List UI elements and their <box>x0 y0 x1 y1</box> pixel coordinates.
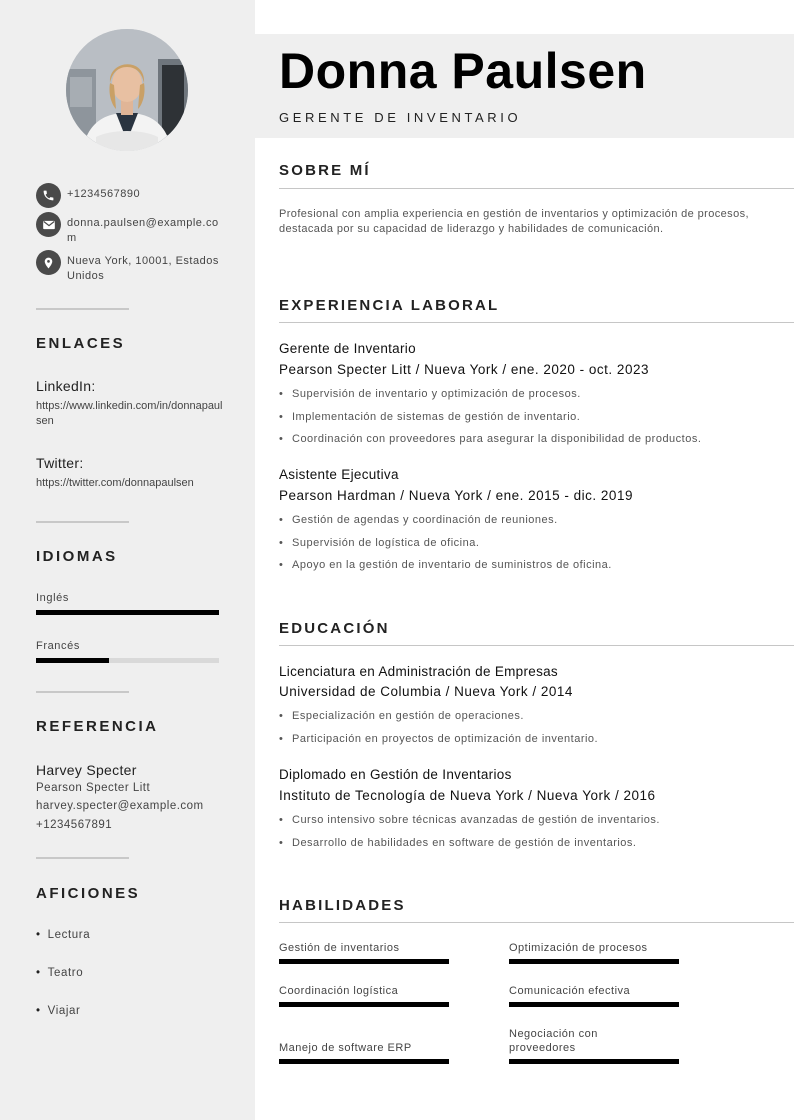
skill-bar-fill <box>509 1059 679 1064</box>
bullet-text: Especialización en gestión de operaciones. <box>292 710 524 722</box>
bullet-text: Supervisión de logística de oficina. <box>292 537 480 549</box>
skill-bar <box>279 1059 449 1064</box>
bullet-text: Coordinación con proveedores para asegurar la disponibilidad de productos. <box>292 433 702 445</box>
skill-bar-fill <box>509 1002 679 1007</box>
experience-title: Gerente de Inventario <box>279 341 416 356</box>
hobby-label: Lectura <box>47 929 91 941</box>
section-divider <box>279 188 794 189</box>
experience-bullet: • Apoyo en la gestión de inventario de suministros de oficina. <box>279 559 612 571</box>
reference-name: Harvey Specter <box>36 762 137 778</box>
skill-bar <box>509 1002 679 1007</box>
language-english-bar <box>36 610 219 615</box>
profile-photo-image <box>66 29 188 151</box>
hobby-label: Viajar <box>47 1005 81 1017</box>
languages-heading: IDIOMAS <box>36 548 118 565</box>
hobby-label: Teatro <box>47 967 84 979</box>
education-subtitle: Universidad de Columbia / Nueva York / 2014 <box>279 684 573 699</box>
skill-bar-fill <box>509 959 679 964</box>
section-divider <box>279 645 794 646</box>
email-icon <box>36 212 61 237</box>
skill-bar-fill <box>279 1059 449 1064</box>
language-french-fill <box>36 658 109 663</box>
education-title: Diplomado en Gestión de Inventarios <box>279 767 512 782</box>
experience-subtitle: Pearson Specter Litt / Nueva York / ene. 2020 - oct. 2023 <box>279 362 649 377</box>
experience-bullet: • Supervisión de logística de oficina. <box>279 537 480 549</box>
hobby-item: • Teatro <box>36 967 84 979</box>
about-text: Profesional con amplia experiencia en gestión de inventarios y optimización de procesos, destacada por su capacidad de liderazgo y habilidades de comunicación. <box>279 208 749 235</box>
experience-bullet: • Implementación de sistemas de gestión de inventario. <box>279 411 581 423</box>
skill-label: Comunicación efectiva <box>509 985 631 997</box>
profile-photo <box>66 29 188 151</box>
experience-title: Asistente Ejecutiva <box>279 467 399 482</box>
bullet-text: Implementación de sistemas de gestión de inventario. <box>292 411 581 423</box>
experience-heading: EXPERIENCIA LABORAL <box>279 297 500 314</box>
hobbies-heading: AFICIONES <box>36 885 141 902</box>
section-divider <box>279 322 794 323</box>
candidate-role: GERENTE DE INVENTARIO <box>279 110 522 125</box>
about-heading: SOBRE MÍ <box>279 162 371 179</box>
linkedin-link[interactable]: https://www.linkedin.com/in/donnapaulsen <box>36 400 223 427</box>
sidebar-divider <box>36 857 129 859</box>
education-subtitle: Instituto de Tecnología de Nueva York / Nueva York / 2016 <box>279 788 656 803</box>
contact-address-text: Nueva York, 10001, Estados Unidos <box>67 255 219 282</box>
contact-address <box>36 250 226 284</box>
skill-bar-fill <box>279 959 449 964</box>
skill-label: Manejo de software ERP <box>279 1042 412 1054</box>
linkedin-label: LinkedIn: <box>36 378 96 394</box>
twitter-label: Twitter: <box>36 455 84 471</box>
bullet-text: Desarrollo de habilidades en software de gestión de inventarios. <box>292 837 637 849</box>
reference-email: harvey.specter@example.com <box>36 800 204 812</box>
reference-company: Pearson Specter Litt <box>36 782 151 794</box>
education-bullet: • Curso intensivo sobre técnicas avanzadas de gestión de inventarios. <box>279 814 660 826</box>
skill-label: Optimización de procesos <box>509 942 648 954</box>
experience-bullet: • Gestión de agendas y coordinación de reuniones. <box>279 514 558 526</box>
skill-bar-fill <box>279 1002 449 1007</box>
language-french: Francés <box>36 640 80 652</box>
education-heading: EDUCACIÓN <box>279 620 390 637</box>
links-heading: ENLACES <box>36 335 126 352</box>
contact-email-text: donna.paulsen@example.com <box>67 217 219 244</box>
bullet-text: Curso intensivo sobre técnicas avanzadas de gestión de inventarios. <box>292 814 660 826</box>
sidebar-divider <box>36 308 129 310</box>
section-divider <box>279 922 794 923</box>
experience-bullet: • Supervisión de inventario y optimización de procesos. <box>279 388 581 400</box>
bullet-text: Supervisión de inventario y optimización de procesos. <box>292 388 581 400</box>
sidebar-divider <box>36 691 129 693</box>
skills-heading: HABILIDADES <box>279 897 406 914</box>
language-english: Inglés <box>36 592 69 604</box>
skill-label: Coordinación logística <box>279 985 399 997</box>
location-pin-icon <box>36 250 61 275</box>
education-bullet: • Especialización en gestión de operaciones. <box>279 710 524 722</box>
education-bullet: • Participación en proyectos de optimización de inventario. <box>279 733 599 745</box>
bullet-text: Apoyo en la gestión de inventario de suministros de oficina. <box>292 559 612 571</box>
language-french-bar <box>36 658 219 663</box>
contact-phone-text: +1234567890 <box>67 188 141 200</box>
bullet-text: Participación en proyectos de optimización de inventario. <box>292 733 599 745</box>
bullet-text: Gestión de agendas y coordinación de reuniones. <box>292 514 558 526</box>
education-title: Licenciatura en Administración de Empresas <box>279 664 558 679</box>
phone-icon <box>36 183 61 208</box>
skill-label: Gestión de inventarios <box>279 942 400 954</box>
reference-phone: +1234567891 <box>36 819 113 831</box>
candidate-name: Donna Paulsen <box>279 43 647 99</box>
reference-heading: REFERENCIA <box>36 718 159 735</box>
education-bullet: • Desarrollo de habilidades en software de gestión de inventarios. <box>279 837 637 849</box>
skill-label: Negociación con proveedores <box>509 1028 598 1054</box>
contact-phone <box>36 183 226 208</box>
twitter-link[interactable]: https://twitter.com/donnapaulsen <box>36 477 194 489</box>
skill-bar <box>279 959 449 964</box>
sidebar-divider <box>36 521 129 523</box>
skill-bar <box>509 1059 679 1064</box>
skill-bar <box>279 1002 449 1007</box>
experience-bullet: • Coordinación con proveedores para asegurar la disponibilidad de productos. <box>279 433 702 445</box>
contact-email <box>36 212 226 246</box>
hobby-item: • Viajar <box>36 1005 81 1017</box>
experience-subtitle: Pearson Hardman / Nueva York / ene. 2015 - dic. 2019 <box>279 488 633 503</box>
hobby-item: • Lectura <box>36 929 91 941</box>
skill-bar <box>509 959 679 964</box>
language-english-fill <box>36 610 219 615</box>
